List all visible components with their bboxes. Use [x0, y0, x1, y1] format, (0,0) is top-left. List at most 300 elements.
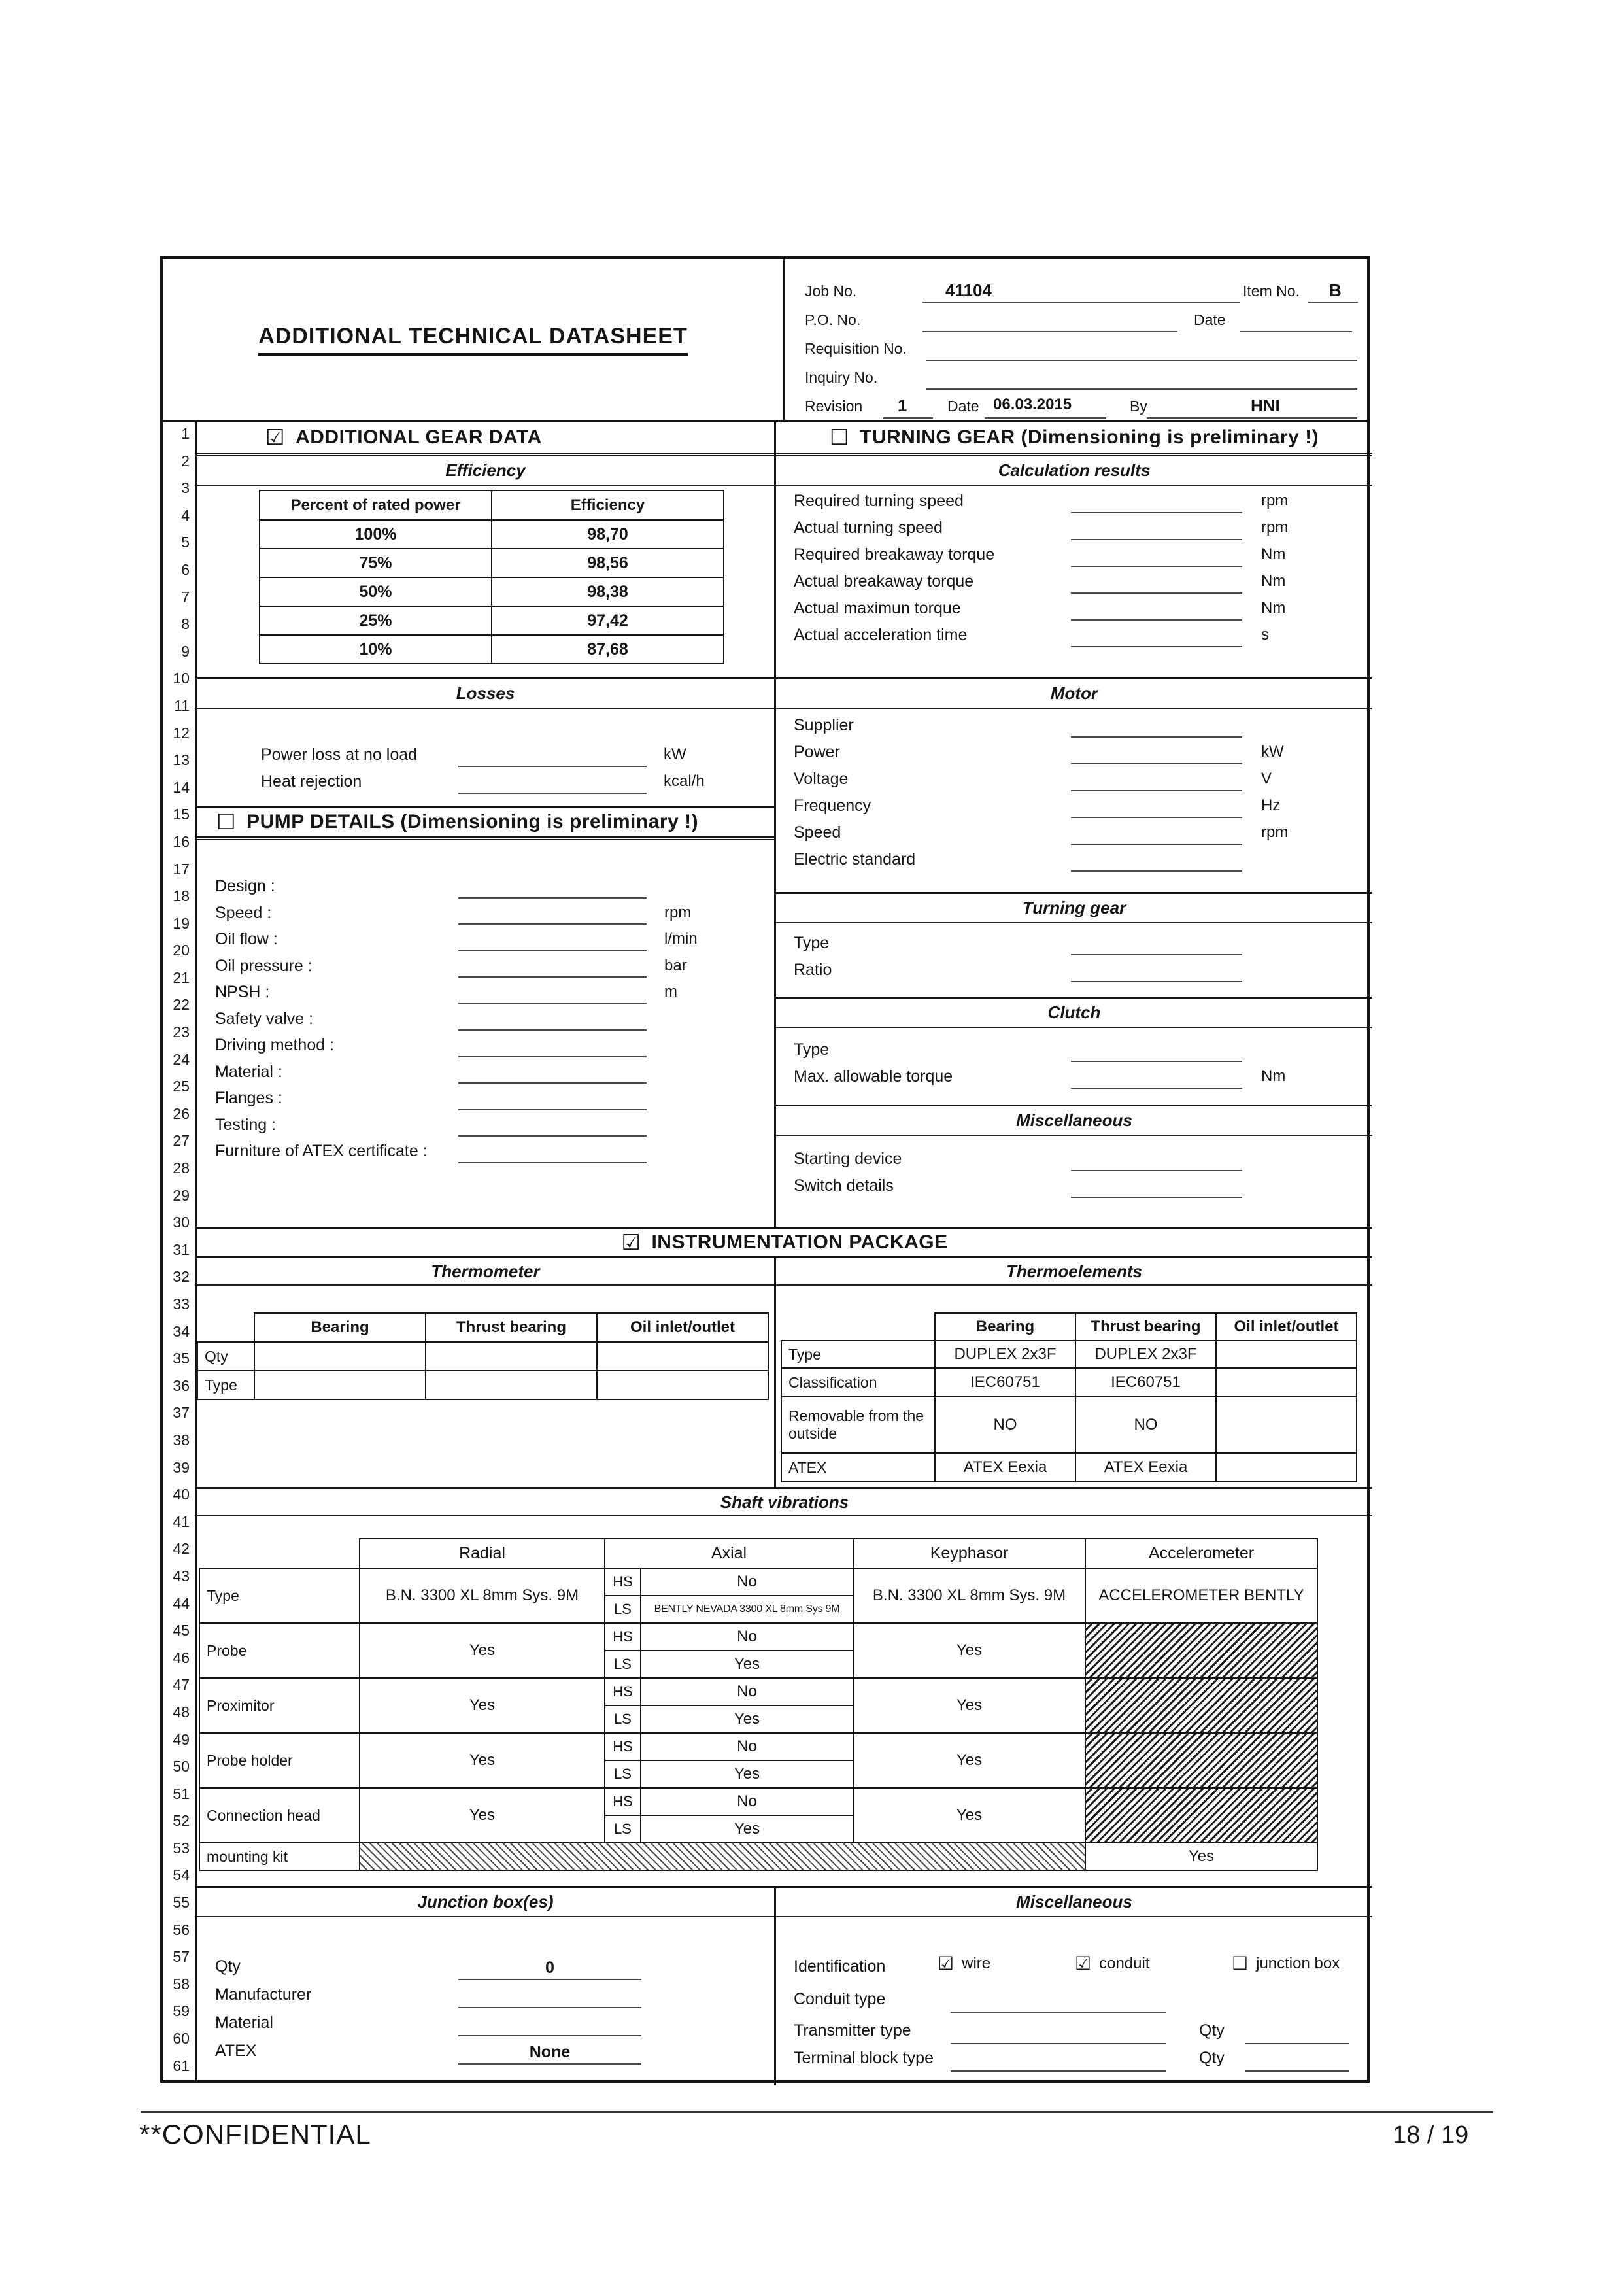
- field-row: [197, 1981, 774, 2010]
- field-row: [776, 515, 1372, 541]
- blank-field-line: [458, 897, 647, 899]
- blank-cell: [199, 1539, 360, 1568]
- identification-checks: [938, 1955, 1367, 1973]
- thermometer-row: [197, 1371, 768, 1399]
- clutch-band: [776, 999, 1372, 1028]
- value-cell: [597, 1371, 768, 1399]
- thermoelements-band: [776, 1258, 1372, 1286]
- field-label: Speed: [794, 823, 841, 842]
- blank-field-line: [1071, 870, 1242, 872]
- row-number: 32: [173, 1268, 190, 1286]
- col-header-keyphasor: Keyphasor: [853, 1539, 1085, 1568]
- field-label: Type: [794, 1040, 830, 1059]
- row-label: Type: [199, 1568, 360, 1623]
- section-junction-boxes: [197, 1888, 776, 2085]
- field-row: [776, 622, 1372, 649]
- row-number: 57: [173, 1948, 190, 1966]
- pump-rows: [197, 873, 774, 1165]
- row-number: 53: [173, 1839, 190, 1857]
- gear-section-title: ADDITIONAL GEAR DATA: [296, 426, 542, 448]
- date-label: Date: [1194, 311, 1226, 328]
- row-number: 41: [173, 1513, 190, 1530]
- axial-ls-value: Yes: [641, 1815, 853, 1843]
- field-label: NPSH :: [215, 983, 270, 1001]
- misc-motor-title: Miscellaneous: [1016, 1110, 1132, 1130]
- row-number: 42: [173, 1540, 190, 1558]
- field-label: Oil pressure :: [215, 956, 313, 975]
- field-unit: bar: [664, 956, 687, 974]
- row-label: Probe: [199, 1623, 360, 1678]
- field-label: Power: [794, 743, 840, 761]
- row-number: 21: [173, 968, 190, 986]
- field-row: [197, 1006, 774, 1033]
- hatched-cell: [360, 1843, 1085, 1870]
- field-label: Qty: [215, 1957, 241, 1976]
- blank-field-line: [1071, 566, 1242, 567]
- pump-section-title: PUMP DETAILS (Dimensioning is preliminary !): [246, 811, 699, 832]
- field-unit: Nm: [1261, 1067, 1286, 1085]
- value-cell: IEC60751: [935, 1368, 1075, 1397]
- row-number: 46: [173, 1649, 190, 1666]
- row-number: 25: [173, 1078, 190, 1095]
- percent-cell: 10%: [260, 635, 492, 664]
- axial-ls-value: Yes: [641, 1760, 853, 1788]
- blank-field-line: [458, 1029, 647, 1031]
- field-row: [197, 953, 774, 980]
- revision-label: Revision: [805, 398, 863, 415]
- date-line: [1240, 331, 1352, 332]
- revision-line: [883, 417, 933, 419]
- field-row: [776, 568, 1372, 595]
- inquiry-line: [926, 388, 1357, 390]
- check-label: conduit: [1099, 1955, 1150, 1972]
- field-unit: V: [1261, 770, 1272, 787]
- value-cell: [254, 1371, 426, 1399]
- clutch-rows: [776, 1037, 1372, 1090]
- blank-field-line: [1071, 736, 1242, 738]
- field-row: [197, 1032, 774, 1059]
- col-header-radial: Radial: [360, 1539, 605, 1568]
- identification-row: [776, 1953, 1372, 1983]
- percent-cell: 50%: [260, 577, 492, 606]
- row-number: 23: [173, 1023, 190, 1041]
- field-row: [197, 1085, 774, 1112]
- field-row: [197, 1112, 774, 1139]
- row-number: 16: [173, 832, 190, 850]
- section-thermometer: [197, 1258, 776, 1487]
- row-number: 49: [173, 1730, 190, 1748]
- field-label: Voltage: [794, 770, 849, 788]
- shaft-row: [199, 1678, 1317, 1705]
- row-number: 13: [173, 751, 190, 769]
- calculation-rows: [776, 488, 1372, 649]
- field-row: [776, 1063, 1372, 1090]
- blank-field-line: [1071, 619, 1242, 621]
- row-number: 30: [173, 1214, 190, 1231]
- revision-value: 1: [898, 396, 907, 415]
- transmitter-type-row: [776, 2017, 1372, 2046]
- row-number: 6: [181, 560, 190, 578]
- blank-field-line: [1071, 763, 1242, 764]
- blank-field-line: [458, 793, 647, 794]
- row-number: 37: [173, 1404, 190, 1422]
- po-no-label: P.O. No.: [805, 311, 861, 328]
- thermometer-title: Thermometer: [431, 1261, 540, 1281]
- ls-label: LS: [605, 1596, 641, 1623]
- row-number: 27: [173, 1132, 190, 1150]
- rev-date-value: 06.03.2015: [993, 396, 1072, 413]
- field-label: Material: [215, 2013, 273, 2032]
- shaft-row: [199, 1623, 1317, 1651]
- junction-title: Junction box(es): [417, 1892, 554, 1911]
- thermoelements-table: [781, 1312, 1357, 1482]
- shaft-row: [199, 1733, 1317, 1760]
- value-cell: [597, 1342, 768, 1371]
- field-label: Max. allowable torque: [794, 1067, 953, 1086]
- shaft-vibrations-title: Shaft vibrations: [720, 1492, 849, 1512]
- hs-label: HS: [605, 1678, 641, 1705]
- field-row: [776, 739, 1372, 766]
- field-label: Flanges :: [215, 1089, 282, 1107]
- section-instrumentation-package: [197, 1227, 1372, 1258]
- field-row: [776, 1173, 1372, 1199]
- blank-qty-line: [1245, 2070, 1349, 2072]
- field-label: Speed :: [215, 903, 272, 922]
- item-no-value: B: [1329, 281, 1342, 300]
- turning-gear-rows: [776, 930, 1372, 984]
- hatched-cell: [1085, 1788, 1317, 1843]
- turning-gear-title: TURNING GEAR (Dimensioning is preliminary !): [860, 426, 1319, 448]
- field-unit: Nm: [1261, 599, 1286, 617]
- calculation-results-title: Calculation results: [998, 460, 1151, 480]
- confidential-label: **CONFIDENTIAL: [139, 2119, 371, 2150]
- value-cell: NO: [1075, 1397, 1216, 1453]
- checkbox-icon: ☐: [1232, 1953, 1249, 1974]
- blank-field-line: [458, 1082, 647, 1084]
- blank-field-line: [1071, 817, 1242, 818]
- checkbox-checked-icon: ☑: [265, 424, 286, 450]
- conduit-type-row: [776, 1986, 1372, 2015]
- job-no-value: 41104: [945, 281, 992, 300]
- field-row: [776, 957, 1372, 984]
- axial-hs-value: No: [641, 1733, 853, 1760]
- keyphasor-value: Yes: [853, 1733, 1085, 1788]
- field-row: [197, 742, 774, 768]
- field-label: Type: [794, 934, 830, 952]
- field-unit: rpm: [1261, 823, 1289, 841]
- efficiency-table: [259, 490, 724, 664]
- calculation-results-band: [776, 456, 1372, 486]
- thermometer-table: [197, 1312, 769, 1400]
- blank-field-line: [1071, 1061, 1242, 1062]
- shaft-header-row: [199, 1539, 1317, 1568]
- row-number: 22: [173, 996, 190, 1014]
- row-number: 18: [173, 887, 190, 905]
- field-row: [197, 2010, 774, 2038]
- hatched-cell: [1085, 1733, 1317, 1788]
- row-number: 51: [173, 1785, 190, 1802]
- thermometer-header-row: [197, 1313, 768, 1342]
- field-row: [197, 979, 774, 1006]
- value-cell: [1216, 1368, 1357, 1397]
- field-label: Required turning speed: [794, 492, 964, 510]
- value-cell: ATEX Eexia: [1075, 1453, 1216, 1482]
- ls-label: LS: [605, 1651, 641, 1678]
- efficiency-row: [260, 606, 724, 635]
- job-info-cell: [785, 259, 1367, 420]
- row-label: Connection head: [199, 1788, 360, 1843]
- qty-label: Qty: [1199, 2049, 1225, 2067]
- value-cell: [1216, 1453, 1357, 1482]
- keyphasor-value: Yes: [853, 1678, 1085, 1733]
- field-label: Heat rejection: [261, 772, 362, 791]
- row-number: 5: [181, 534, 190, 551]
- row-number: 33: [173, 1295, 190, 1312]
- field-label: Testing :: [215, 1115, 277, 1134]
- requisition-line: [926, 360, 1357, 361]
- value-cell: [1216, 1397, 1357, 1453]
- page-number: 18 / 19: [1393, 2121, 1469, 2149]
- check-item: [938, 1955, 1075, 1973]
- blank-field-line: [1071, 1170, 1242, 1171]
- turning-gear-band: [776, 894, 1372, 923]
- losses-title: Losses: [456, 683, 515, 703]
- requisition-row: [785, 335, 1367, 364]
- row-number: 4: [181, 506, 190, 524]
- field-value: None: [458, 2043, 641, 2065]
- row-number: 52: [173, 1812, 190, 1830]
- col-header: Bearing: [254, 1313, 426, 1342]
- checkbox-icon: ☑: [938, 1953, 955, 1974]
- field-row: [197, 768, 774, 795]
- field-row: [776, 766, 1372, 793]
- efficiency-row: [260, 635, 724, 664]
- row-number: 56: [173, 1921, 190, 1938]
- section-turning-gear: [776, 422, 1372, 679]
- accelerometer-type: ACCELEROMETER BENTLY: [1085, 1568, 1317, 1623]
- row-label: mounting kit: [199, 1843, 360, 1870]
- row-number: 61: [173, 2057, 190, 2074]
- row-number: 34: [173, 1322, 190, 1340]
- row-number: 20: [173, 942, 190, 959]
- item-no-line: [1308, 302, 1358, 303]
- po-no-line: [922, 331, 1177, 332]
- row-label: Classification: [781, 1368, 935, 1397]
- efficiency-row: [260, 549, 724, 577]
- axial-ls-value: Yes: [641, 1705, 853, 1733]
- row-label: Qty: [197, 1342, 254, 1371]
- value-cell: DUPLEX 2x3F: [1075, 1341, 1216, 1368]
- blank-field-line: [458, 1003, 647, 1004]
- row-number: 44: [173, 1594, 190, 1612]
- value-cell: [1216, 1341, 1357, 1368]
- row-number: 55: [173, 1894, 190, 1911]
- row-number: 10: [173, 670, 190, 687]
- hatched-cell: [1085, 1678, 1317, 1733]
- value-cell: IEC60751: [1075, 1368, 1216, 1397]
- efficiency-cell: 97,42: [492, 606, 724, 635]
- blank-field-line: [1071, 844, 1242, 845]
- blank-field-line: [458, 1162, 647, 1163]
- field-row: [776, 793, 1372, 819]
- row-number: 8: [181, 615, 190, 633]
- row-label: Removable from the outside: [781, 1397, 935, 1453]
- row-label: ATEX: [781, 1453, 935, 1482]
- field-row: [197, 873, 774, 900]
- efficiency-band-title: Efficiency: [445, 460, 526, 480]
- page-title: ADDITIONAL TECHNICAL DATASHEET: [258, 324, 687, 356]
- terminal-block-label: Terminal block type: [794, 2049, 934, 2067]
- field-label: Safety valve :: [215, 1009, 314, 1028]
- row-number: 38: [173, 1431, 190, 1448]
- efficiency-row: [260, 520, 724, 549]
- radial-value: Yes: [360, 1623, 605, 1678]
- job-no-line: [922, 302, 1240, 303]
- thermometer-band: [197, 1258, 774, 1286]
- row-label: Type: [197, 1371, 254, 1399]
- check-item: [1075, 1955, 1232, 1973]
- efficiency-row: [260, 577, 724, 606]
- blank-field-line: [1071, 1197, 1242, 1198]
- field-label: Design :: [215, 877, 275, 895]
- row-number: 11: [174, 696, 190, 714]
- row-number: 15: [173, 806, 190, 823]
- col-header: Bearing: [935, 1313, 1075, 1341]
- value-cell: [426, 1342, 597, 1371]
- row-number: 24: [173, 1050, 190, 1068]
- row-number: 14: [173, 778, 190, 796]
- row-number: 40: [173, 1486, 190, 1503]
- field-label: Driving method :: [215, 1036, 335, 1054]
- field-unit: kcal/h: [664, 772, 705, 790]
- row-number: 36: [173, 1377, 190, 1394]
- ls-label: LS: [605, 1815, 641, 1843]
- blank-field-line: [1071, 592, 1242, 594]
- misc-instr-band: [776, 1888, 1372, 1917]
- section-pump-details: [197, 806, 776, 1227]
- field-label: Actual turning speed: [794, 519, 943, 537]
- thermoelements-row: [781, 1397, 1357, 1453]
- row-number: 50: [173, 1758, 190, 1775]
- field-label: Switch details: [794, 1176, 894, 1195]
- row-label: Type: [781, 1341, 935, 1368]
- misc-motor-rows: [776, 1146, 1372, 1199]
- row-number: 47: [173, 1676, 190, 1694]
- field-unit: kW: [1261, 743, 1284, 761]
- field-row: [776, 1037, 1372, 1063]
- blank-field-line: [458, 950, 647, 951]
- identification-label: Identification: [794, 1957, 886, 1976]
- blank-field-line: [1071, 539, 1242, 540]
- shaft-vibrations-table: [199, 1538, 1318, 1871]
- blank-qty-line: [1245, 2043, 1349, 2044]
- col-header: Oil inlet/outlet: [597, 1313, 768, 1342]
- col-header: Thrust bearing: [426, 1313, 597, 1342]
- row-number: 48: [173, 1703, 190, 1721]
- hs-label: HS: [605, 1788, 641, 1815]
- row-number: 7: [181, 588, 190, 606]
- row-label: Probe holder: [199, 1733, 360, 1788]
- by-line: [1147, 417, 1357, 419]
- field-unit: Nm: [1261, 545, 1286, 563]
- efficiency-cell: 87,68: [492, 635, 724, 664]
- hs-label: HS: [605, 1733, 641, 1760]
- mounting-kit-row: [199, 1843, 1317, 1870]
- blank-field-line: [458, 923, 647, 925]
- field-label: Actual acceleration time: [794, 626, 968, 644]
- section-miscellaneous-motor: [776, 1105, 1372, 1227]
- row-number: 54: [173, 1866, 190, 1884]
- clutch-title: Clutch: [1047, 1002, 1101, 1022]
- blank-field-line: [951, 2043, 1166, 2044]
- motor-band: [776, 679, 1372, 709]
- misc-instr-title: Miscellaneous: [1016, 1892, 1132, 1911]
- field-row: [197, 2038, 774, 2066]
- axial-hs-value: No: [641, 1623, 853, 1651]
- field-row: [197, 900, 774, 927]
- shaft-type-row: [199, 1568, 1317, 1596]
- row-number: 58: [173, 1975, 190, 1993]
- ls-label: LS: [605, 1760, 641, 1788]
- efficiency-header-row: [260, 490, 724, 520]
- datasheet-form: [160, 256, 1370, 2083]
- motor-title: Motor: [1050, 683, 1098, 703]
- row-number: 59: [173, 2002, 190, 2020]
- inquiry-row: [785, 364, 1367, 392]
- field-label: Supplier: [794, 716, 854, 734]
- blank-field-line: [458, 766, 647, 767]
- checkbox-icon: ☑: [1075, 1953, 1092, 1974]
- axial-hs-value: No: [641, 1678, 853, 1705]
- by-value: HNI: [1251, 396, 1280, 415]
- hatched-cell: [1085, 1623, 1317, 1678]
- value-cell: [426, 1371, 597, 1399]
- field-unit: rpm: [1261, 492, 1289, 509]
- efficiency-col-header: Percent of rated power: [260, 490, 492, 520]
- hs-label: HS: [605, 1623, 641, 1651]
- field-label: Actual maximun torque: [794, 599, 961, 617]
- motor-rows: [776, 712, 1372, 873]
- transmitter-type-label: Transmitter type: [794, 2021, 911, 2040]
- thermoelements-header-row: [781, 1313, 1357, 1341]
- field-row: [776, 846, 1372, 873]
- blank-cell: [781, 1313, 935, 1341]
- field-row: [197, 926, 774, 953]
- percent-cell: 100%: [260, 520, 492, 549]
- junction-rows: [197, 1953, 774, 2066]
- axial-ls-value: BENTLY NEVADA 3300 XL 8mm Sys 9M: [641, 1596, 853, 1623]
- misc-motor-band: [776, 1106, 1372, 1136]
- row-number: 31: [173, 1241, 190, 1258]
- terminal-block-row: [776, 2045, 1372, 2074]
- row-number: 45: [173, 1622, 190, 1639]
- radial-type: B.N. 3300 XL 8mm Sys. 9M: [360, 1568, 605, 1623]
- check-label: junction box: [1256, 1955, 1340, 1972]
- row-number: 1: [181, 425, 190, 442]
- field-row: [197, 1953, 774, 1981]
- field-row: [776, 541, 1372, 568]
- field-row: [776, 488, 1372, 515]
- blank-field-line: [458, 1109, 647, 1110]
- row-number: 39: [173, 1458, 190, 1476]
- blank-field-line: [1071, 954, 1242, 955]
- field-label: Material :: [215, 1062, 282, 1081]
- row-number: 17: [173, 860, 190, 878]
- field-unit: rpm: [664, 903, 692, 921]
- revision-row: [785, 392, 1367, 421]
- section-thermoelements: [776, 1258, 1372, 1487]
- field-row: [197, 1138, 774, 1165]
